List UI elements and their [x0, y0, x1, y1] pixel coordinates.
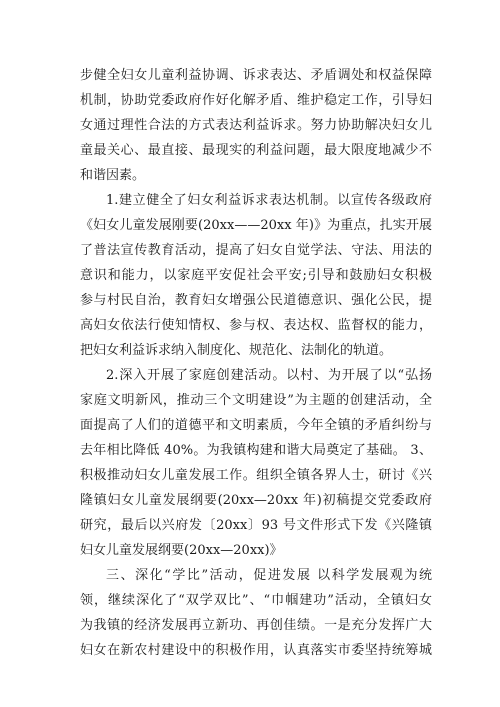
text-line: 了普法宣传教育活动，提高了妇女自觉学法、守法、用法的 [80, 243, 432, 258]
text-line: 1.建立健全了妇女利益诉求表达机制。以宣传各级政府 [106, 193, 432, 208]
text-line: 领，继续深化了“双学双比”、“巾帼建功”活动，全镇妇女 [80, 593, 432, 608]
text-line: 把妇女利益诉求纳入制度化、规范化、法制化的轨道。 [80, 343, 393, 358]
text-line: 研究，最后以兴府发〔20xx〕93 号文件形式下发《兴隆镇 [80, 518, 432, 533]
text-line: 家庭文明新风，推动三个文明建设”为主题的创建活动，全 [80, 393, 432, 408]
text-line: 参与村民自治，教育妇女增强公民道德意识、强化公民，提 [80, 293, 432, 308]
text-line: 《妇女儿童发展刚要(20xx——20xx 年)》为重点，扎实开展 [80, 218, 432, 233]
text-line: 妇女儿童发展纲要(20xx—20xx)》 [80, 543, 283, 558]
document-page [80, 63, 432, 663]
text-line: 三、深化“学比”活动，促进发展 以科学发展观为统 [106, 568, 432, 583]
paragraph-4 [80, 563, 432, 663]
text-line: 面提高了人们的道德平和文明素质，今年全镇的矛盾纠纷与 [80, 418, 432, 433]
paragraph-2 [80, 188, 432, 363]
text-line: 妇女在新农村建设中的积极作用，认真落实市委坚持统筹城 [80, 643, 432, 658]
paragraph-3 [80, 363, 432, 563]
text-line: 童最关心、最直接、最现实的利益问题，最大限度地减少不 [80, 143, 432, 158]
paragraph-1 [80, 63, 432, 188]
text-line: 步健全妇女儿童利益协调、诉求表达、矛盾调处和权益保障 [80, 68, 432, 83]
text-line: 隆镇妇女儿童发展纲要(20xx—20xx 年)初稿提交党委政府 [80, 493, 432, 508]
text-line: 为我镇的经济发展再立新功、再创佳绩。一是充分发挥广大 [80, 618, 432, 633]
text-line: 去年相比降低 40%。为我镇构建和谐大局奠定了基础。 3、 [80, 443, 432, 458]
text-line: 和谐因素。 [80, 168, 146, 183]
text-line: 积极推动妇女儿童发展工作。组织全镇各界人士，研讨《兴 [80, 468, 432, 483]
text-line: 2.深入开展了家庭创建活动。以村、为开展了以“弘扬 [106, 368, 432, 383]
text-line: 高妇女依法行使知情权、参与权、表达权、监督权的能力， [80, 318, 432, 333]
text-line: 意识和能力，以家庭平安促社会平安;引导和鼓励妇女积极 [80, 268, 432, 283]
text-line: 女通过理性合法的方式表达利益诉求。努力协助解决妇女儿 [80, 118, 432, 133]
text-line: 机制，协助党委政府作好化解矛盾、维护稳定工作，引导妇 [80, 93, 432, 108]
